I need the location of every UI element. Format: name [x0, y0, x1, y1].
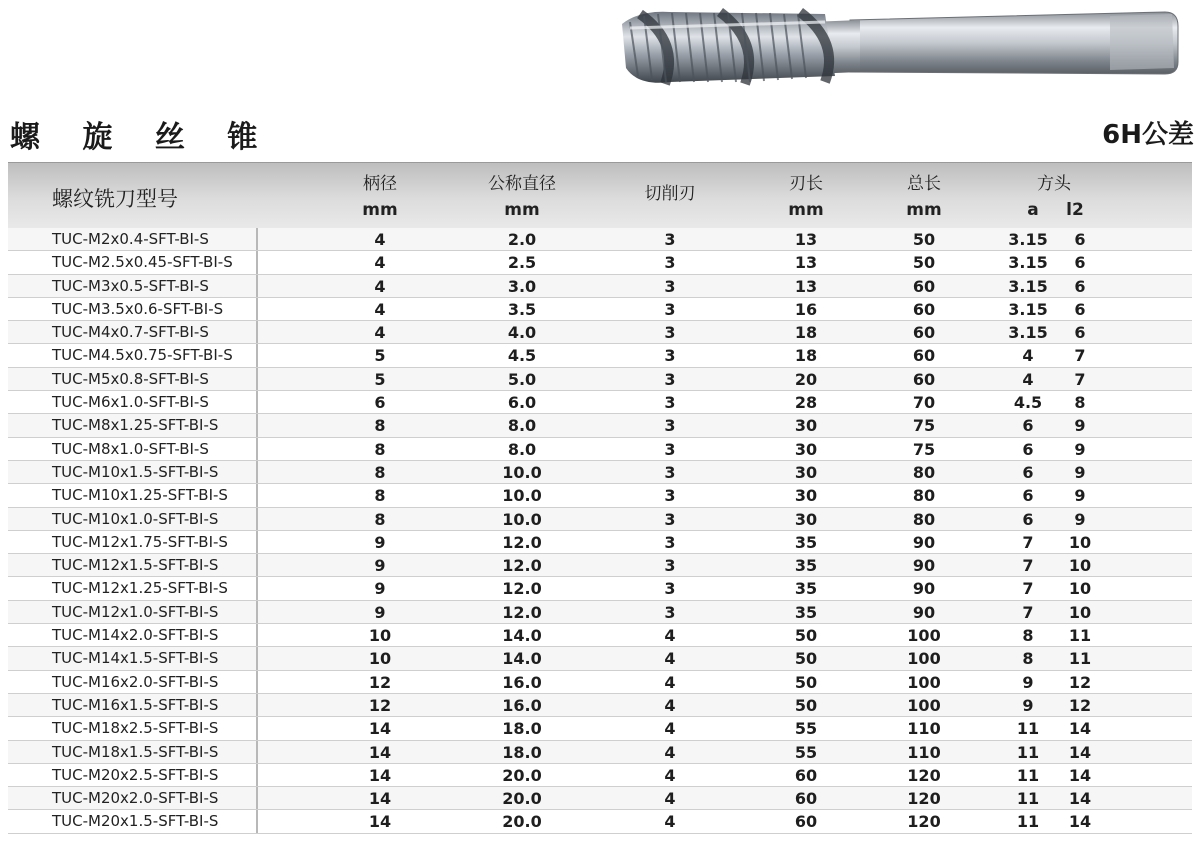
cell-flute-length: 60: [794, 789, 818, 809]
cell-nominal: 5.0: [507, 369, 537, 389]
cell-overall-length: 60: [912, 276, 936, 296]
table-header: [8, 162, 1192, 228]
cell-nominal: 20.0: [502, 789, 542, 809]
cell-nominal: 8.0: [507, 439, 537, 459]
header-square-label: 方头: [1037, 174, 1071, 194]
header-square: [1004, 171, 1104, 223]
cell-model: TUC-M6x1.0-SFT-BI-S: [8, 391, 258, 413]
table-body: [8, 228, 1192, 834]
cell-shank: 14: [368, 789, 392, 809]
cell-shank: 9: [374, 579, 386, 599]
cell-flutes: 3: [664, 532, 676, 552]
table-row: [8, 787, 1192, 810]
cell-flute-length: 18: [794, 323, 818, 343]
cell-square-a: 7: [1022, 532, 1034, 552]
table-row: [8, 577, 1192, 600]
cell-nominal: 12.0: [502, 532, 542, 552]
cell-shank: 14: [368, 812, 392, 832]
cell-model: TUC-M16x2.0-SFT-BI-S: [8, 671, 258, 693]
cell-square-a: 11: [1016, 719, 1040, 739]
cell-nominal: 20.0: [502, 765, 542, 785]
cell-flutes: 4: [664, 812, 676, 832]
cell-square-l2: 12: [1068, 695, 1092, 715]
cell-flute-length: 55: [794, 742, 818, 762]
header-flute-length: [766, 171, 846, 223]
cell-model: TUC-M12x1.5-SFT-BI-S: [8, 554, 258, 576]
cell-overall-length: 90: [912, 579, 936, 599]
cell-nominal: 14.0: [502, 649, 542, 669]
cell-model: TUC-M2x0.4-SFT-BI-S: [8, 228, 258, 250]
cell-square-l2: 6: [1074, 323, 1086, 343]
cell-square-l2: 9: [1074, 486, 1086, 506]
cell-square-l2: 14: [1068, 812, 1092, 832]
header-flutes-label: 切削刃: [644, 184, 696, 204]
cell-overall-length: 60: [912, 323, 936, 343]
cell-nominal: 10.0: [502, 462, 542, 482]
table-row: [8, 764, 1192, 787]
cell-square-l2: 10: [1068, 602, 1092, 622]
cell-flute-length: 28: [794, 393, 818, 413]
cell-flutes: 3: [664, 462, 676, 482]
cell-model: TUC-M3x0.5-SFT-BI-S: [8, 275, 258, 297]
cell-flutes: 3: [664, 579, 676, 599]
cell-square-a: 8: [1022, 626, 1034, 646]
header-flutes: [630, 181, 710, 207]
table-row: [8, 438, 1192, 461]
cell-model: TUC-M14x2.0-SFT-BI-S: [8, 624, 258, 646]
cell-square-a: 7: [1022, 556, 1034, 576]
cell-nominal: 16.0: [502, 672, 542, 692]
cell-flutes: 3: [664, 276, 676, 296]
cell-shank: 8: [374, 509, 386, 529]
cell-overall-length: 50: [912, 253, 936, 273]
cell-overall-length: 110: [907, 742, 941, 762]
cell-nominal: 6.0: [507, 393, 537, 413]
cell-flutes: 4: [664, 765, 676, 785]
cell-flute-length: 13: [794, 276, 818, 296]
cell-square-a: 4.5: [1013, 393, 1043, 413]
cell-flutes: 3: [664, 486, 676, 506]
cell-flutes: 3: [664, 416, 676, 436]
cell-flutes: 3: [664, 346, 676, 366]
cell-overall-length: 60: [912, 346, 936, 366]
cell-flutes: 3: [664, 253, 676, 273]
cell-square-l2: 6: [1074, 253, 1086, 273]
header-overall-length-unit: mm: [906, 200, 942, 220]
cell-square-l2: 10: [1068, 532, 1092, 552]
cell-nominal: 3.0: [507, 276, 537, 296]
cell-overall-length: 80: [912, 462, 936, 482]
header-overall-length-label: 总长: [907, 174, 941, 194]
table-row: [8, 647, 1192, 670]
table-row: [8, 368, 1192, 391]
cell-square-a: 11: [1016, 812, 1040, 832]
cell-model: TUC-M12x1.0-SFT-BI-S: [8, 601, 258, 623]
cell-square-l2: 9: [1074, 509, 1086, 529]
cell-flutes: 3: [664, 556, 676, 576]
cell-overall-length: 80: [912, 509, 936, 529]
cell-square-a: 9: [1022, 695, 1034, 715]
cell-flutes: 3: [664, 509, 676, 529]
cell-shank: 9: [374, 532, 386, 552]
cell-model: TUC-M4x0.7-SFT-BI-S: [8, 321, 258, 343]
cell-nominal: 14.0: [502, 626, 542, 646]
cell-model: TUC-M8x1.25-SFT-BI-S: [8, 414, 258, 436]
cell-square-a: 4: [1022, 369, 1034, 389]
cell-flutes: 3: [664, 439, 676, 459]
cell-flutes: 4: [664, 789, 676, 809]
header-square-units: [1004, 197, 1104, 223]
cell-flute-length: 55: [794, 719, 818, 739]
cell-model: TUC-M20x1.5-SFT-BI-S: [8, 810, 258, 832]
cell-model: TUC-M8x1.0-SFT-BI-S: [8, 438, 258, 460]
spiral-tap-illustration: [610, 2, 1190, 92]
header-nominal: [472, 171, 572, 223]
cell-model: TUC-M2.5x0.45-SFT-BI-S: [8, 251, 258, 273]
cell-square-a: 4: [1022, 346, 1034, 366]
cell-overall-length: 75: [912, 439, 936, 459]
header-flute-length-label: 刃长: [789, 174, 823, 194]
cell-shank: 4: [374, 276, 386, 296]
table-row: [8, 554, 1192, 577]
cell-nominal: 4.5: [507, 346, 537, 366]
cell-square-a: 6: [1022, 509, 1034, 529]
cell-flute-length: 50: [794, 695, 818, 715]
page-title: 螺 旋 丝 锥: [10, 120, 274, 155]
table-row: [8, 275, 1192, 298]
cell-model: TUC-M10x1.0-SFT-BI-S: [8, 508, 258, 530]
cell-square-a: 9: [1022, 672, 1034, 692]
cell-square-l2: 9: [1074, 416, 1086, 436]
cell-nominal: 4.0: [507, 323, 537, 343]
cell-flutes: 3: [664, 393, 676, 413]
cell-shank: 14: [368, 765, 392, 785]
header-nominal-label: 公称直径: [488, 174, 556, 194]
cell-flutes: 3: [664, 230, 676, 249]
table-row: [8, 344, 1192, 367]
cell-flutes: 3: [664, 299, 676, 319]
cell-flute-length: 35: [794, 532, 818, 552]
cell-square-l2: 9: [1074, 462, 1086, 482]
cell-shank: 4: [374, 253, 386, 273]
cell-flute-length: 16: [794, 299, 818, 319]
cell-model: TUC-M18x2.5-SFT-BI-S: [8, 717, 258, 739]
spec-table: [8, 162, 1192, 834]
cell-model: TUC-M12x1.25-SFT-BI-S: [8, 577, 258, 599]
cell-nominal: 12.0: [502, 602, 542, 622]
cell-overall-length: 100: [907, 672, 941, 692]
cell-model: TUC-M16x1.5-SFT-BI-S: [8, 694, 258, 716]
cell-flute-length: 50: [794, 649, 818, 669]
cell-square-l2: 11: [1068, 626, 1092, 646]
cell-overall-length: 100: [907, 626, 941, 646]
cell-flute-length: 20: [794, 369, 818, 389]
header-flute-length-unit: mm: [788, 200, 824, 220]
cell-flute-length: 13: [794, 253, 818, 273]
table-row: [8, 531, 1192, 554]
cell-square-l2: 6: [1074, 276, 1086, 296]
cell-shank: 9: [374, 602, 386, 622]
cell-square-a: 6: [1022, 416, 1034, 436]
cell-overall-length: 120: [907, 765, 941, 785]
cell-square-l2: 11: [1068, 649, 1092, 669]
cell-model: TUC-M12x1.75-SFT-BI-S: [8, 531, 258, 553]
cell-flutes: 4: [664, 626, 676, 646]
cell-square-a: 7: [1022, 579, 1034, 599]
cell-shank: 5: [374, 346, 386, 366]
table-row: [8, 624, 1192, 647]
table-row: [8, 508, 1192, 531]
tolerance-label: 6H公差: [1102, 120, 1194, 150]
cell-shank: 4: [374, 299, 386, 319]
cell-square-a: 11: [1016, 765, 1040, 785]
cell-model: TUC-M5x0.8-SFT-BI-S: [8, 368, 258, 390]
cell-flute-length: 50: [794, 626, 818, 646]
table-row: [8, 251, 1192, 274]
header-shank-unit: mm: [362, 200, 398, 220]
cell-square-l2: 14: [1068, 765, 1092, 785]
cell-overall-length: 50: [912, 230, 936, 249]
table-row: [8, 461, 1192, 484]
cell-square-l2: 6: [1074, 299, 1086, 319]
cell-flute-length: 50: [794, 672, 818, 692]
cell-flute-length: 30: [794, 509, 818, 529]
table-row: [8, 414, 1192, 437]
cell-nominal: 2.0: [507, 230, 537, 249]
cell-nominal: 18.0: [502, 742, 542, 762]
cell-flutes: 4: [664, 649, 676, 669]
cell-square-l2: 12: [1068, 672, 1092, 692]
cell-nominal: 8.0: [507, 416, 537, 436]
cell-shank: 10: [368, 649, 392, 669]
cell-square-l2: 7: [1074, 369, 1086, 389]
cell-square-l2: 7: [1074, 346, 1086, 366]
cell-nominal: 3.5: [507, 299, 537, 319]
table-row: [8, 810, 1192, 833]
cell-shank: 8: [374, 416, 386, 436]
cell-overall-length: 60: [912, 299, 936, 319]
cell-flutes: 4: [664, 672, 676, 692]
cell-nominal: 18.0: [502, 719, 542, 739]
cell-flutes: 3: [664, 602, 676, 622]
cell-square-l2: 10: [1068, 556, 1092, 576]
cell-square-l2: 8: [1074, 393, 1086, 413]
cell-square-a: 3.15: [1008, 276, 1048, 296]
cell-square-a: 11: [1016, 789, 1040, 809]
cell-flute-length: 30: [794, 416, 818, 436]
table-row: [8, 601, 1192, 624]
cell-model: TUC-M18x1.5-SFT-BI-S: [8, 741, 258, 763]
cell-square-a: 6: [1022, 462, 1034, 482]
header-shank-label: 柄径: [363, 174, 397, 194]
header-square-a: a: [1027, 200, 1039, 220]
cell-overall-length: 120: [907, 812, 941, 832]
cell-flute-length: 13: [794, 230, 818, 249]
cell-flute-length: 30: [794, 439, 818, 459]
cell-square-l2: 9: [1074, 439, 1086, 459]
cell-square-l2: 10: [1068, 579, 1092, 599]
cell-flute-length: 60: [794, 812, 818, 832]
table-row: [8, 484, 1192, 507]
cell-nominal: 12.0: [502, 556, 542, 576]
header-model: 螺纹铣刀型号: [52, 187, 178, 211]
cell-overall-length: 100: [907, 695, 941, 715]
table-row: [8, 671, 1192, 694]
cell-flutes: 3: [664, 323, 676, 343]
cell-square-a: 3.15: [1008, 230, 1048, 249]
cell-shank: 8: [374, 486, 386, 506]
table-row: [8, 228, 1192, 251]
cell-square-a: 7: [1022, 602, 1034, 622]
cell-square-l2: 6: [1074, 230, 1086, 249]
cell-shank: 12: [368, 672, 392, 692]
cell-overall-length: 90: [912, 532, 936, 552]
header-square-l2: l2: [1066, 200, 1084, 220]
cell-square-a: 3.15: [1008, 299, 1048, 319]
cell-model: TUC-M3.5x0.6-SFT-BI-S: [8, 298, 258, 320]
header-shank: [340, 171, 420, 223]
cell-shank: 14: [368, 742, 392, 762]
table-row: [8, 694, 1192, 717]
cell-overall-length: 120: [907, 789, 941, 809]
table-row: [8, 321, 1192, 344]
cell-square-l2: 14: [1068, 789, 1092, 809]
cell-overall-length: 75: [912, 416, 936, 436]
cell-model: TUC-M20x2.0-SFT-BI-S: [8, 787, 258, 809]
cell-nominal: 10.0: [502, 509, 542, 529]
header-overall-length: [884, 171, 964, 223]
table-row: [8, 391, 1192, 414]
cell-square-a: 3.15: [1008, 253, 1048, 273]
cell-nominal: 16.0: [502, 695, 542, 715]
cell-nominal: 10.0: [502, 486, 542, 506]
cell-square-a: 6: [1022, 439, 1034, 459]
cell-flutes: 4: [664, 695, 676, 715]
cell-shank: 9: [374, 556, 386, 576]
cell-shank: 8: [374, 439, 386, 459]
cell-model: TUC-M10x1.25-SFT-BI-S: [8, 484, 258, 506]
cell-shank: 4: [374, 323, 386, 343]
cell-flute-length: 60: [794, 765, 818, 785]
cell-overall-length: 70: [912, 393, 936, 413]
header-nominal-unit: mm: [504, 200, 540, 220]
cell-overall-length: 100: [907, 649, 941, 669]
cell-overall-length: 80: [912, 486, 936, 506]
cell-shank: 5: [374, 369, 386, 389]
cell-overall-length: 110: [907, 719, 941, 739]
cell-model: TUC-M20x2.5-SFT-BI-S: [8, 764, 258, 786]
cell-model: TUC-M4.5x0.75-SFT-BI-S: [8, 344, 258, 366]
cell-flute-length: 18: [794, 346, 818, 366]
cell-square-a: 3.15: [1008, 323, 1048, 343]
cell-flute-length: 30: [794, 486, 818, 506]
cell-nominal: 12.0: [502, 579, 542, 599]
table-row: [8, 741, 1192, 764]
cell-overall-length: 60: [912, 369, 936, 389]
cell-shank: 6: [374, 393, 386, 413]
cell-shank: 8: [374, 462, 386, 482]
cell-flute-length: 35: [794, 556, 818, 576]
cell-shank: 4: [374, 230, 386, 249]
cell-nominal: 2.5: [507, 253, 537, 273]
cell-flutes: 3: [664, 369, 676, 389]
cell-flute-length: 35: [794, 579, 818, 599]
cell-square-a: 11: [1016, 742, 1040, 762]
cell-square-l2: 14: [1068, 719, 1092, 739]
cell-model: TUC-M14x1.5-SFT-BI-S: [8, 647, 258, 669]
cell-overall-length: 90: [912, 556, 936, 576]
table-row: [8, 298, 1192, 321]
cell-shank: 10: [368, 626, 392, 646]
cell-model: TUC-M10x1.5-SFT-BI-S: [8, 461, 258, 483]
cell-square-a: 6: [1022, 486, 1034, 506]
cell-flutes: 4: [664, 742, 676, 762]
cell-nominal: 20.0: [502, 812, 542, 832]
cell-square-a: 8: [1022, 649, 1034, 669]
table-row: [8, 717, 1192, 740]
cell-shank: 14: [368, 719, 392, 739]
cell-flutes: 4: [664, 719, 676, 739]
cell-shank: 12: [368, 695, 392, 715]
cell-overall-length: 90: [912, 602, 936, 622]
cell-square-l2: 14: [1068, 742, 1092, 762]
cell-flute-length: 35: [794, 602, 818, 622]
cell-flute-length: 30: [794, 462, 818, 482]
